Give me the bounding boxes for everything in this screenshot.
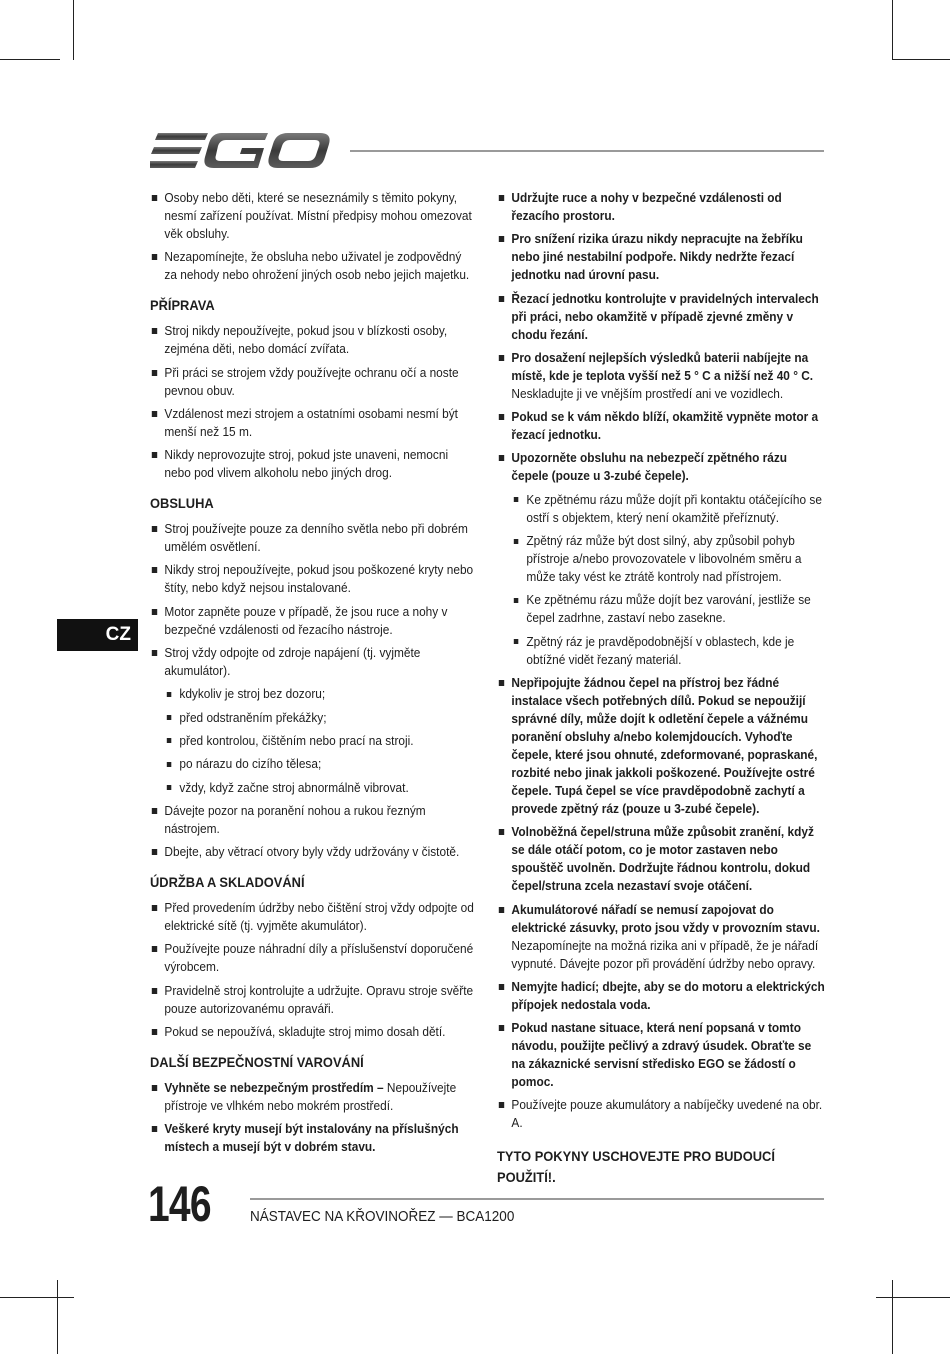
section-heading-udrzba: ÚDRŽBA A SKLADOVÁNÍ bbox=[150, 874, 305, 891]
list-item: Veškeré kryty musejí být instalovány na příslušných místech a musejí být v dobrém stavu. bbox=[150, 1120, 476, 1156]
list-item: Nezapomínejte, že obsluha nebo uživatel je zodpovědný za nehody nebo ohrožení jiných osob nebo jejich majetku. bbox=[150, 248, 476, 284]
crop-mark-bottom-right-v bbox=[892, 1280, 893, 1354]
list-item: Dbejte, aby větrací otvory byly vždy udržovány v čistotě. bbox=[150, 843, 476, 861]
list-item: Upozorněte obsluhu na nebezpečí zpětného rázu čepele (pouze u 3-zubé čepele). bbox=[497, 449, 827, 485]
section-heading-priprava: PŘÍPRAVA bbox=[150, 297, 215, 314]
sub-list-item: kdykoliv je stroj bez dozoru; bbox=[165, 685, 473, 703]
section-heading-dalsi: DALŠÍ BEZPEČNOSTNÍ VAROVÁNÍ bbox=[150, 1054, 364, 1071]
right-column bbox=[497, 189, 827, 1188]
page-number: 146 bbox=[148, 1176, 211, 1232]
left-column bbox=[150, 189, 476, 1162]
list-item: Stroj používejte pouze za denního světla nebo při dobrém umělém osvětlení. bbox=[150, 520, 476, 556]
list-item: Osoby nebo děti, které se neseznámily s těmito pokyny, nesmí zařízení používat. Místní předpisy mohou omezovat věk obsluhy. bbox=[150, 189, 476, 243]
list-item: Stroj nikdy nepoužívejte, pokud jsou v blízkosti osoby, zejména děti, nebo domácí zvířata. bbox=[150, 322, 476, 358]
list-item: Před provedením údržby nebo čištění stroj vždy odpojte od elektrické sítě (tj. vyjměte akumulátor). bbox=[150, 899, 476, 935]
section-heading-obsluha: OBSLUHA bbox=[150, 495, 214, 512]
list-item: Dávejte pozor na poranění nohou a rukou řezným nástrojem. bbox=[150, 802, 476, 838]
list-item bbox=[150, 1079, 476, 1115]
crop-mark-bottom-left-h bbox=[0, 1297, 74, 1298]
sub-list-item: vždy, když začne stroj abnormálně vibrovat. bbox=[165, 779, 473, 797]
list-item: Pokud nastane situace, která není popsaná v tomto návodu, použijte pečlivý a zdravý úsudek. Obraťte se na zákaznické servisní středisko EGO se žádostí o pomoc. bbox=[497, 1019, 827, 1091]
list-item: Při práci se strojem vždy používejte ochranu očí a noste pevnou obuv. bbox=[150, 364, 476, 400]
sub-list-item: před odstraněním překážky; bbox=[165, 709, 473, 727]
list-item: Nikdy neprovozujte stroj, pokud jste unaveni, nemocni nebo pod vlivem alkoholu nebo jiných drog. bbox=[150, 446, 476, 482]
list-item: Stroj vždy odpojte od zdroje napájení (tj. vyjměte akumulátor). bbox=[150, 644, 476, 680]
ego-logo bbox=[150, 131, 330, 171]
footer-rule bbox=[250, 1198, 824, 1200]
list-item: Nemyjte hadicí; dbejte, aby se do motoru a elektrických přípojek nedostala voda. bbox=[497, 978, 827, 1014]
sub-list-item: Zpětný ráz může být dost silný, aby způsobil pohyb přístroje a/nebo provozovatele v libovolném směru a může taky vést ke ztrátě kontroly nad přístrojem. bbox=[512, 532, 828, 586]
final-heading: TYTO POKYNY USCHOVEJTE PRO BUDOUCÍ POUŽITÍ!. bbox=[497, 1148, 775, 1186]
bold-text: Vyhněte se nebezpečným prostředím – bbox=[164, 1080, 384, 1096]
crop-mark-bottom-right-h bbox=[876, 1297, 950, 1298]
list-item: Nikdy stroj nepoužívejte, pokud jsou poškozené kryty nebo štíty, nebo když nejsou instalované. bbox=[150, 561, 476, 597]
list-item bbox=[497, 901, 827, 973]
sub-list-item: Zpětný ráz je pravděpodobnější v oblastech, kde je obtížné vidět řezaný materiál. bbox=[512, 633, 828, 669]
list-item: Používejte pouze akumulátory a nabíječky uvedené na obr. A. bbox=[497, 1096, 827, 1132]
list-item: Vzdálenost mezi strojem a ostatními osobami nesmí být menší než 15 m. bbox=[150, 405, 476, 441]
bold-text: Akumulátorové nářadí se nemusí zapojovat do elektrické zásuvky, proto jsou vždy v provozním stavu. bbox=[511, 901, 820, 935]
footer-title: NÁSTAVEC NA KŘOVINOŘEZ — BCA1200 bbox=[250, 1208, 515, 1225]
list-item: Používejte pouze náhradní díly a příslušenství doporučené výrobcem. bbox=[150, 940, 476, 976]
bold-text: Pro dosažení nejlepších výsledků baterii nabíjejte na místě, kde je teplota vyšší než 5 ° C a nižší než 40 ° C. bbox=[511, 349, 814, 383]
list-item: Pokud se nepoužívá, skladujte stroj mimo dosah dětí. bbox=[150, 1023, 476, 1041]
list-item: Pro snížení rizika úrazu nikdy nepracujte na žebříku nebo jiné nestabilní podpoře. Nikdy nedržte řezací jednotku nad úrovní pasu. bbox=[497, 230, 827, 284]
regular-text: Neskladujte ji ve vnějším prostředí ani ve vozidlech. bbox=[511, 385, 784, 401]
crop-mark-bottom-left-v bbox=[57, 1280, 58, 1354]
list-item: Řezací jednotku kontrolujte v pravidelných intervalech při práci, nebo okamžitě v případě zjevné změny v chodu řezání. bbox=[497, 290, 827, 344]
crop-mark-top-right-v bbox=[892, 0, 893, 60]
list-item: Nepřipojujte žádnou čepel na přístroj bez řádné instalace všech potřebných dílů. Pokud se nepoužijí správné díly, může dojít k odletění čepele a vážnému poranění obsluhy a/nebo kolemjdoucích. Vyhoďte čepele, které jsou ohnuté, zdeformované, popraskané, rozbité nebo jinak jakkoli poškozené. Používejte ostré čepele. Tupá čepel se více pravděpodobně zachytí a provede zpětný ráz (pouze u 3-zubé čepele). bbox=[497, 674, 827, 818]
crop-mark-top-left-v bbox=[73, 0, 74, 60]
list-item bbox=[497, 349, 827, 403]
list-item: Volnoběžná čepel/struna může způsobit zranění, když se dále otáčí potom, co je motor zastaven nebo spouštěč uvolněn. Dodržujte řádnou kontrolu, dokud čepel/struna zcela nezastaví svoje otáčení. bbox=[497, 823, 827, 895]
list-item: Pokud se k vám někdo blíží, okamžitě vypněte motor a řezací jednotku. bbox=[497, 408, 827, 444]
sub-list-item: před kontrolou, čištěním nebo prací na stroji. bbox=[165, 732, 473, 750]
crop-mark-top-right-h bbox=[892, 59, 950, 60]
header-rule bbox=[350, 150, 824, 152]
list-item: Pravidelně stroj kontrolujte a udržujte. Opravu stroje svěřte pouze autorizovanému opraváři. bbox=[150, 982, 476, 1018]
language-tab-cz: CZ bbox=[57, 619, 138, 651]
regular-text: Nezapomínejte na možná rizika ani v případě, že je nářadí vypnuté. Dávejte pozor při provádění údržby nebo opravy. bbox=[511, 937, 819, 971]
sub-list-item: po nárazu do cizího tělesa; bbox=[165, 755, 473, 773]
crop-mark-top-left-h bbox=[0, 59, 60, 60]
sub-list-item: Ke zpětnému rázu může dojít při kontaktu otáčejícího se ostří s objektem, který není okamžitě přeříznutý. bbox=[512, 491, 828, 527]
list-item: Motor zapněte pouze v případě, že jsou ruce a nohy v bezpečné vzdálenosti od řezacího nástroje. bbox=[150, 603, 476, 639]
list-item: Udržujte ruce a nohy v bezpečné vzdálenosti od řezacího prostoru. bbox=[497, 189, 827, 225]
regular-text: Nepoužívejte přístroje ve vlhkém nebo mokrém prostředí. bbox=[164, 1080, 457, 1114]
sub-list-item: Ke zpětnému rázu může dojít bez varování, jestliže se čepel zadrhne, zastaví nebo zasekne. bbox=[512, 591, 828, 627]
